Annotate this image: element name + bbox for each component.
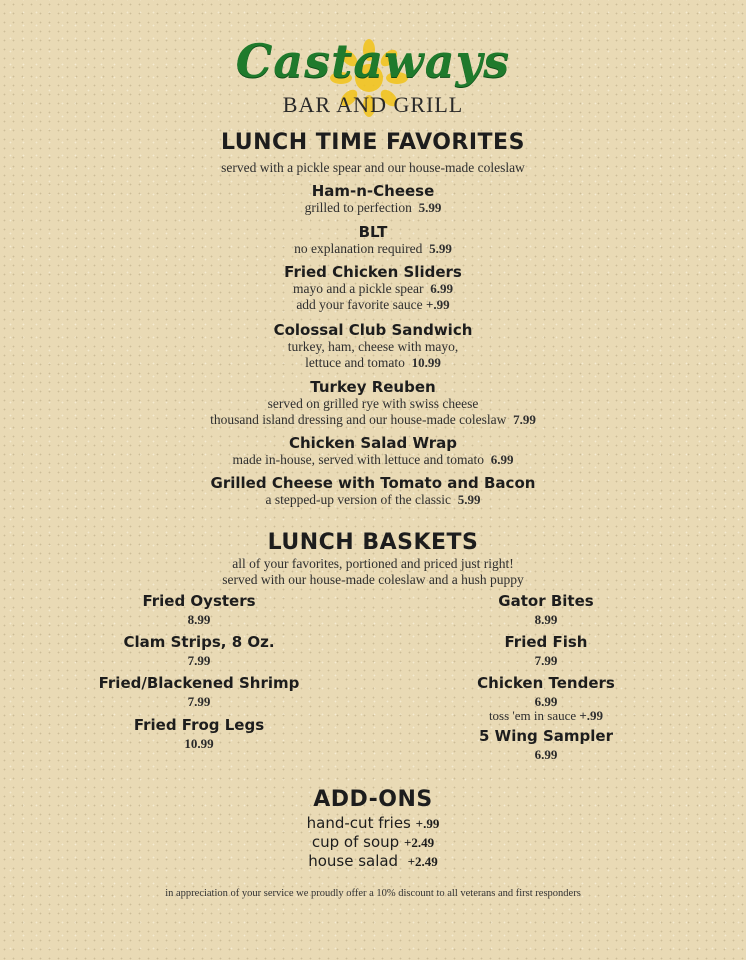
item-name: Fried Chicken Sliders (284, 263, 462, 281)
addon-name: house salad (308, 852, 399, 870)
basket-item (99, 716, 299, 752)
item-name: Gator Bites (498, 592, 594, 610)
item-desc: thousand island dressing and our house-made coleslaw (210, 412, 507, 427)
item-price: 7.99 (534, 653, 558, 668)
menu-item (0, 182, 746, 216)
item-desc: mayo and a pickle spear (293, 281, 424, 296)
item-desc: served on grilled rye with swiss cheese (267, 396, 479, 411)
footer-note: in appreciation of your service we proudly offer a 10% discount to all veterans and first responders (165, 888, 581, 899)
menu-item (0, 223, 746, 257)
basket-item (446, 592, 646, 628)
addon-item (0, 852, 746, 870)
section-title-add-ons: ADD-ONS (313, 787, 433, 812)
basket-item (446, 633, 646, 669)
basket-item (79, 674, 319, 710)
item-price: 10.99 (184, 736, 214, 751)
addon-price: +.99 (415, 816, 440, 831)
brand-name: Castaways (235, 34, 511, 88)
section-subtitle-baskets: served with our house-made coleslaw and a hush puppy (222, 572, 524, 587)
section-subtitle-lunch-time: served with a pickle spear and our house-made coleslaw (221, 160, 525, 175)
item-desc: grilled to perfection (304, 200, 412, 215)
menu-item (0, 321, 746, 371)
item-price: 6.99 (534, 694, 558, 709)
item-price: 10.99 (411, 355, 441, 370)
item-price: 5.99 (418, 200, 442, 215)
item-price: 8.99 (534, 612, 558, 627)
item-price: 6.99 (534, 747, 558, 762)
item-name: BLT (358, 223, 388, 241)
item-desc: lettuce and tomato (305, 355, 405, 370)
addon-item (0, 814, 746, 832)
item-price: 7.99 (187, 653, 211, 668)
item-price: +.99 (426, 297, 450, 312)
item-name: Ham-n-Cheese (311, 182, 435, 200)
item-desc: no explanation required (294, 241, 423, 256)
item-note: toss 'em in sauce (488, 708, 577, 723)
item-name: 5 Wing Sampler (479, 727, 613, 745)
basket-item (99, 592, 299, 628)
item-name: Grilled Cheese with Tomato and Bacon (210, 474, 536, 492)
addon-price: +2.49 (407, 854, 438, 869)
item-name: Fried Fish (504, 633, 588, 651)
item-name: Chicken Salad Wrap (288, 434, 458, 452)
menu-item (0, 434, 746, 468)
addon-name: cup of soup (311, 833, 400, 851)
item-name: Fried/Blackened Shrimp (98, 674, 300, 692)
item-name: Colossal Club Sandwich (273, 321, 473, 339)
item-desc: turkey, ham, cheese with mayo, (287, 339, 459, 354)
menu-item (0, 378, 746, 428)
item-note-price: +.99 (579, 708, 604, 723)
item-price: 8.99 (187, 612, 211, 627)
addon-name: hand-cut fries (306, 814, 411, 832)
section-title-lunch-time: LUNCH TIME FAVORITES (221, 130, 525, 155)
item-name: Chicken Tenders (477, 674, 615, 692)
item-price: 7.99 (513, 412, 536, 427)
basket-item (446, 674, 646, 722)
item-price: 6.99 (490, 452, 514, 467)
item-name: Turkey Reuben (310, 378, 436, 396)
item-desc: made in-house, served with lettuce and tomato (232, 452, 485, 467)
item-price: 5.99 (429, 241, 452, 256)
item-name: Clam Strips, 8 Oz. (123, 633, 275, 651)
item-price: 6.99 (430, 281, 453, 296)
menu-item (0, 263, 746, 313)
basket-item (99, 633, 299, 669)
menu-item (0, 474, 746, 508)
item-price: 7.99 (187, 694, 211, 709)
basket-item (446, 727, 646, 763)
item-desc: add your favorite sauce (296, 297, 423, 312)
item-price: 5.99 (457, 492, 481, 507)
item-desc: a stepped-up version of the classic (265, 492, 452, 507)
addon-item (0, 833, 746, 851)
item-name: Fried Oysters (142, 592, 256, 610)
brand-subtitle: BAR AND GRILL (282, 92, 464, 117)
addon-price: +2.49 (403, 835, 435, 850)
item-name: Fried Frog Legs (133, 716, 265, 734)
section-title-lunch-baskets: LUNCH BASKETS (267, 530, 479, 555)
section-subtitle-baskets: all of your favorites, portioned and priced just right! (232, 556, 514, 571)
